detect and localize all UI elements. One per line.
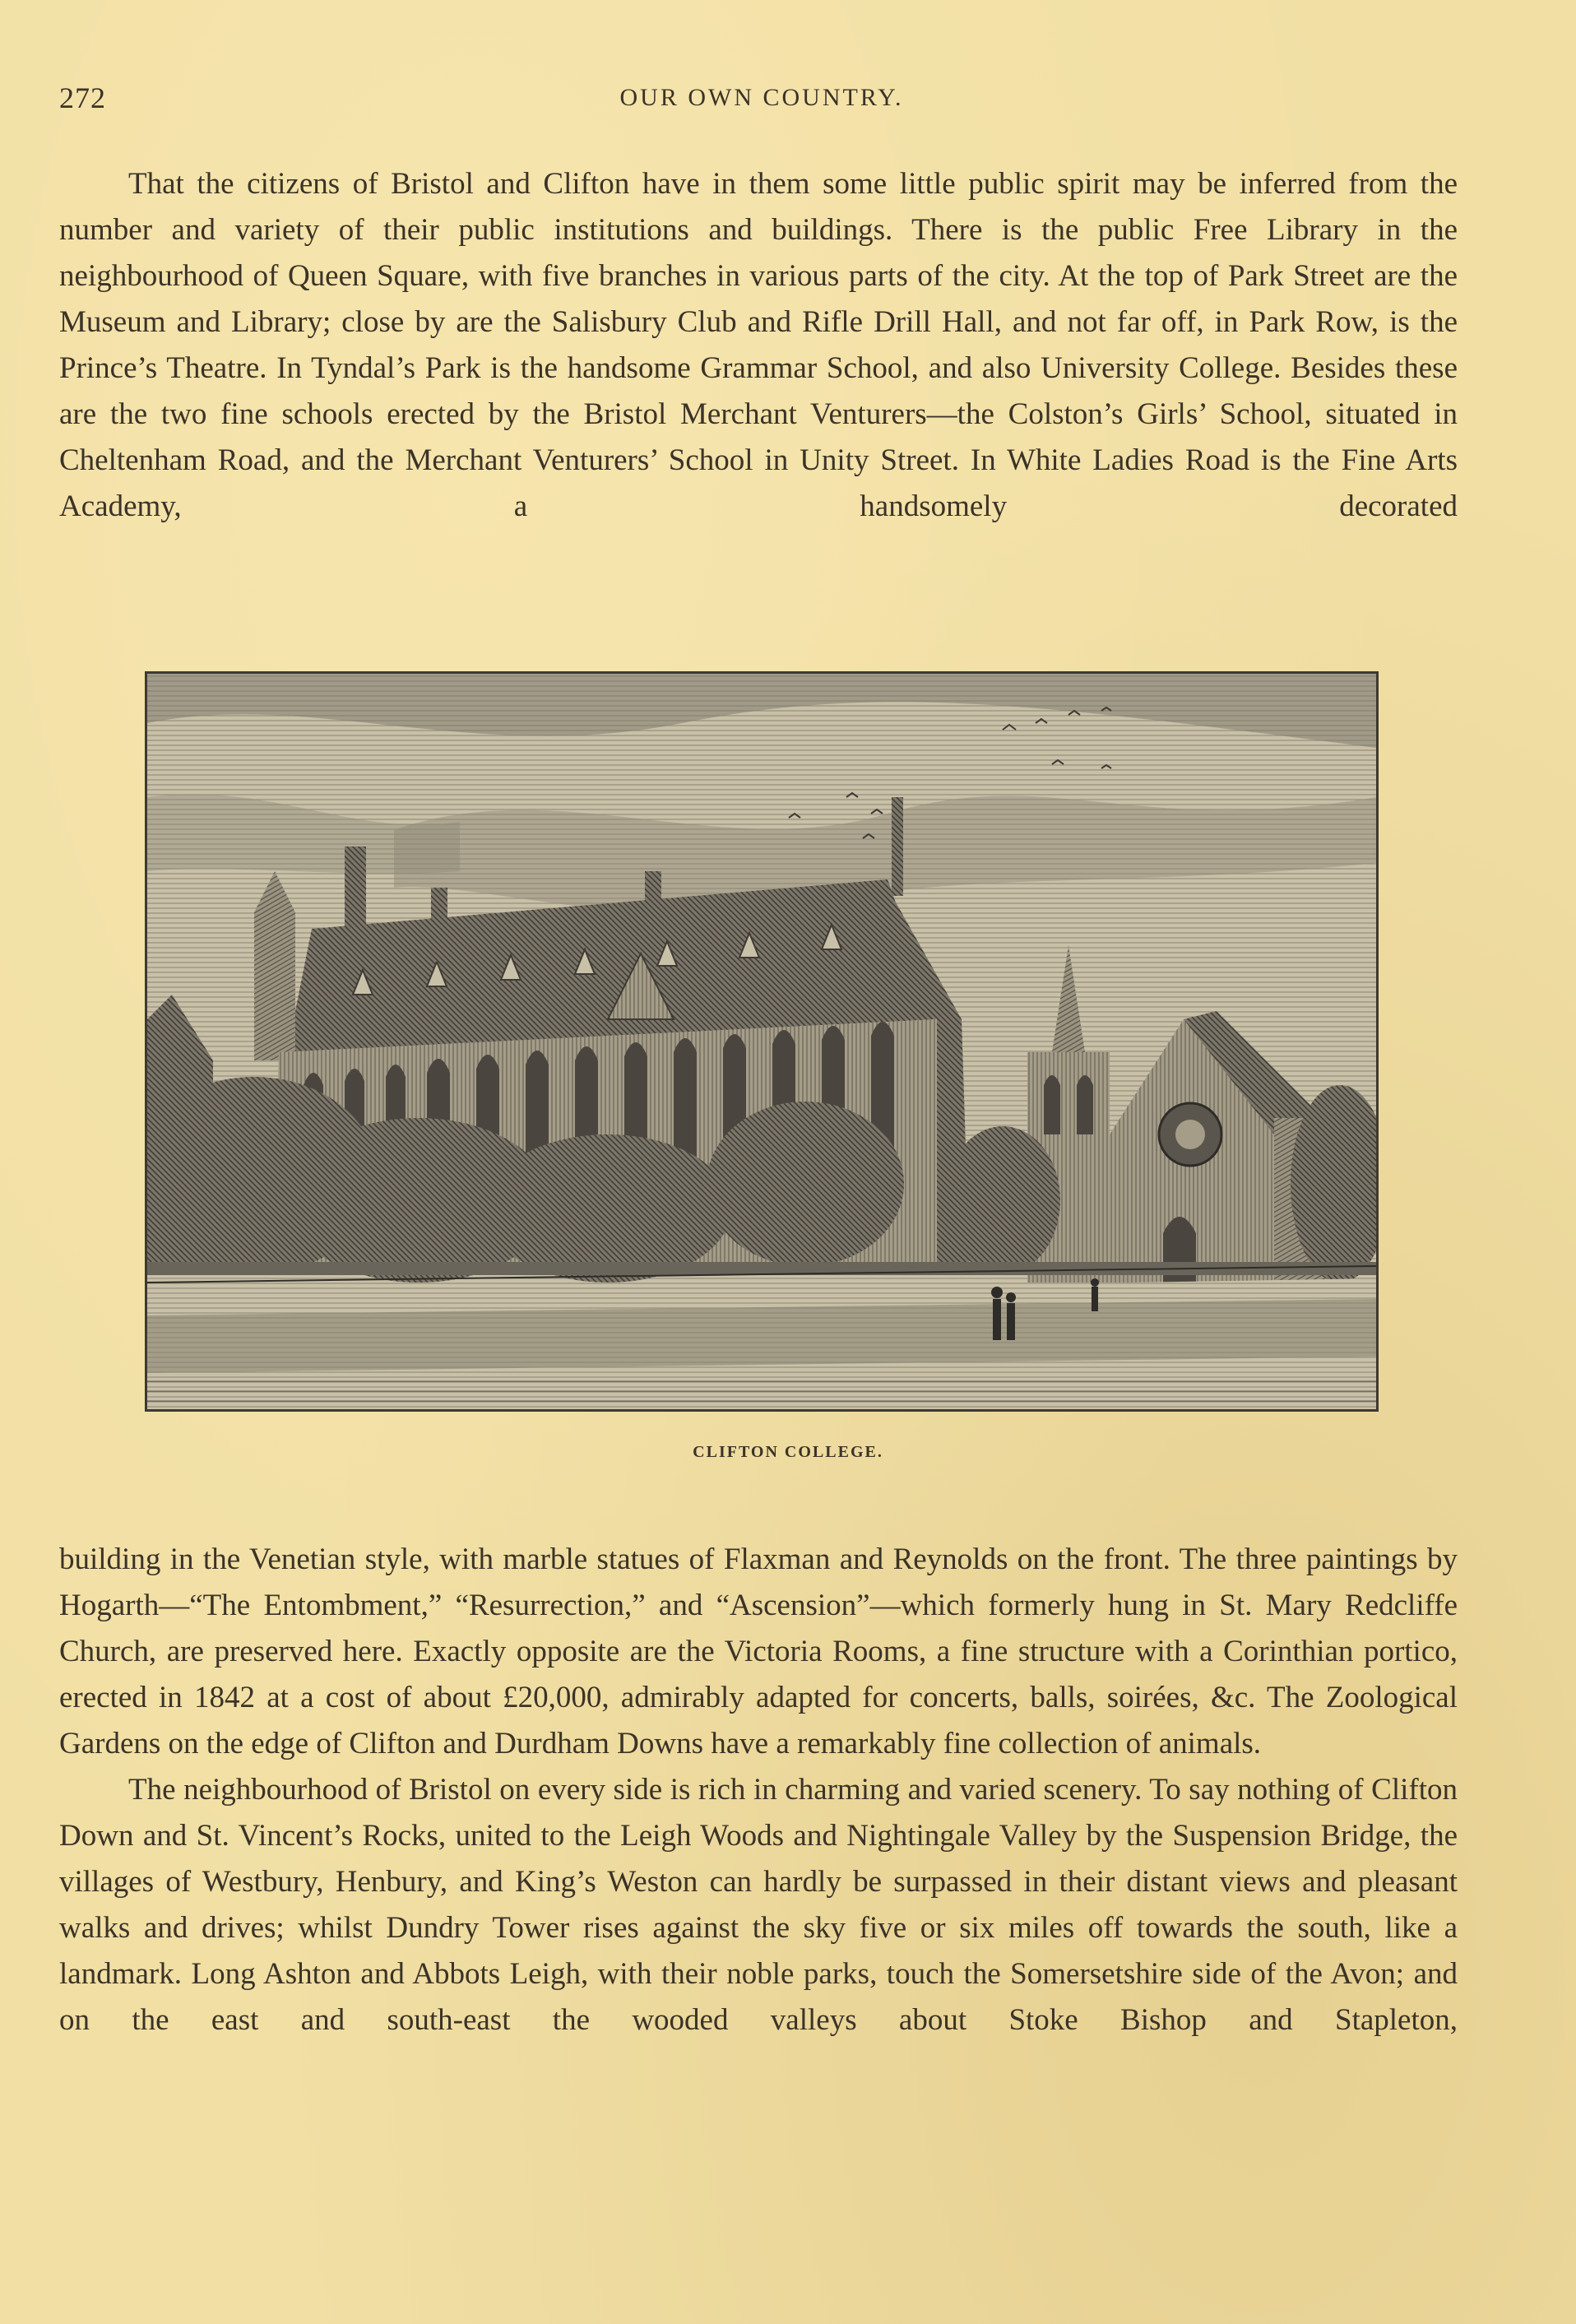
engraving-image [147, 674, 1376, 1409]
paragraph-1: building in the Venetian style, with marble statues of Flaxman and Reynolds on the front. The three paintings by Hogarth—“The Entombment,” “Resurrection,” and “Ascension”—which formerly hung in St. Mary Redcliffe Church, are preserved here. Exactly opposite are the Victoria Rooms, a fine structure with a Corinthian portico, erected in 1842 at a cost of about £20,000, admirably adapted for concerts, balls, soirées, &c. The Zoological Gardens on the edge of Clifton and Durdham Downs have a remarkably fine collection of animals. [59, 1542, 1458, 1760]
top-text-block [59, 161, 1458, 530]
illustration-clifton-college [145, 671, 1379, 1412]
figure-caption: CLIFTON COLLEGE. [693, 1443, 883, 1461]
running-head [59, 81, 1464, 120]
page-number: 272 [59, 81, 106, 114]
paragraph-top: That the citizens of Bristol and Clifton have in them some little public spirit may be inferred from the number and variety of their public institutions and buildings. There is the public Free Library in the neighbourhood of Queen Square, with five branches in various parts of the city. At the top of Park Street are the Museum and Library; close by are the Salisbury Club and Rifle Drill Hall, and not far off, in Park Row, is the Prince’s Theatre. In Tyndal’s Park is the handsome Grammar School, and also University College. Besides these are the two fine schools erected by the Bristol Merchant Venturers—the Colston’s Girls’ School, situated in Cheltenham Road, and the Merchant Venturers’ School in Unity Street. In White Ladies Road is the Fine Arts Academy, a handsomely decorated [59, 167, 1458, 523]
running-title: OUR OWN COUNTRY. [619, 84, 904, 111]
bottom-text-block [59, 1537, 1458, 2043]
paragraph-2: The neighbourhood of Bristol on every side is rich in charming and varied scenery. To say nothing of Clifton Down and St. Vincent’s Rocks, united to the Leigh Woods and Nightingale Valley by the Suspension Bridge, the villages of Westbury, Henbury, and King’s Weston can hardly be surpassed in their distant views and pleasant walks and drives; whilst Dundry Tower rises against the sky five or six miles off towards the south, like a landmark. Long Ashton and Abbots Leigh, with their noble parks, touch the Somersetshire side of the Avon; and on the east and south-east the wooded valleys about Stoke Bishop and Stapleton, [59, 1773, 1458, 2037]
